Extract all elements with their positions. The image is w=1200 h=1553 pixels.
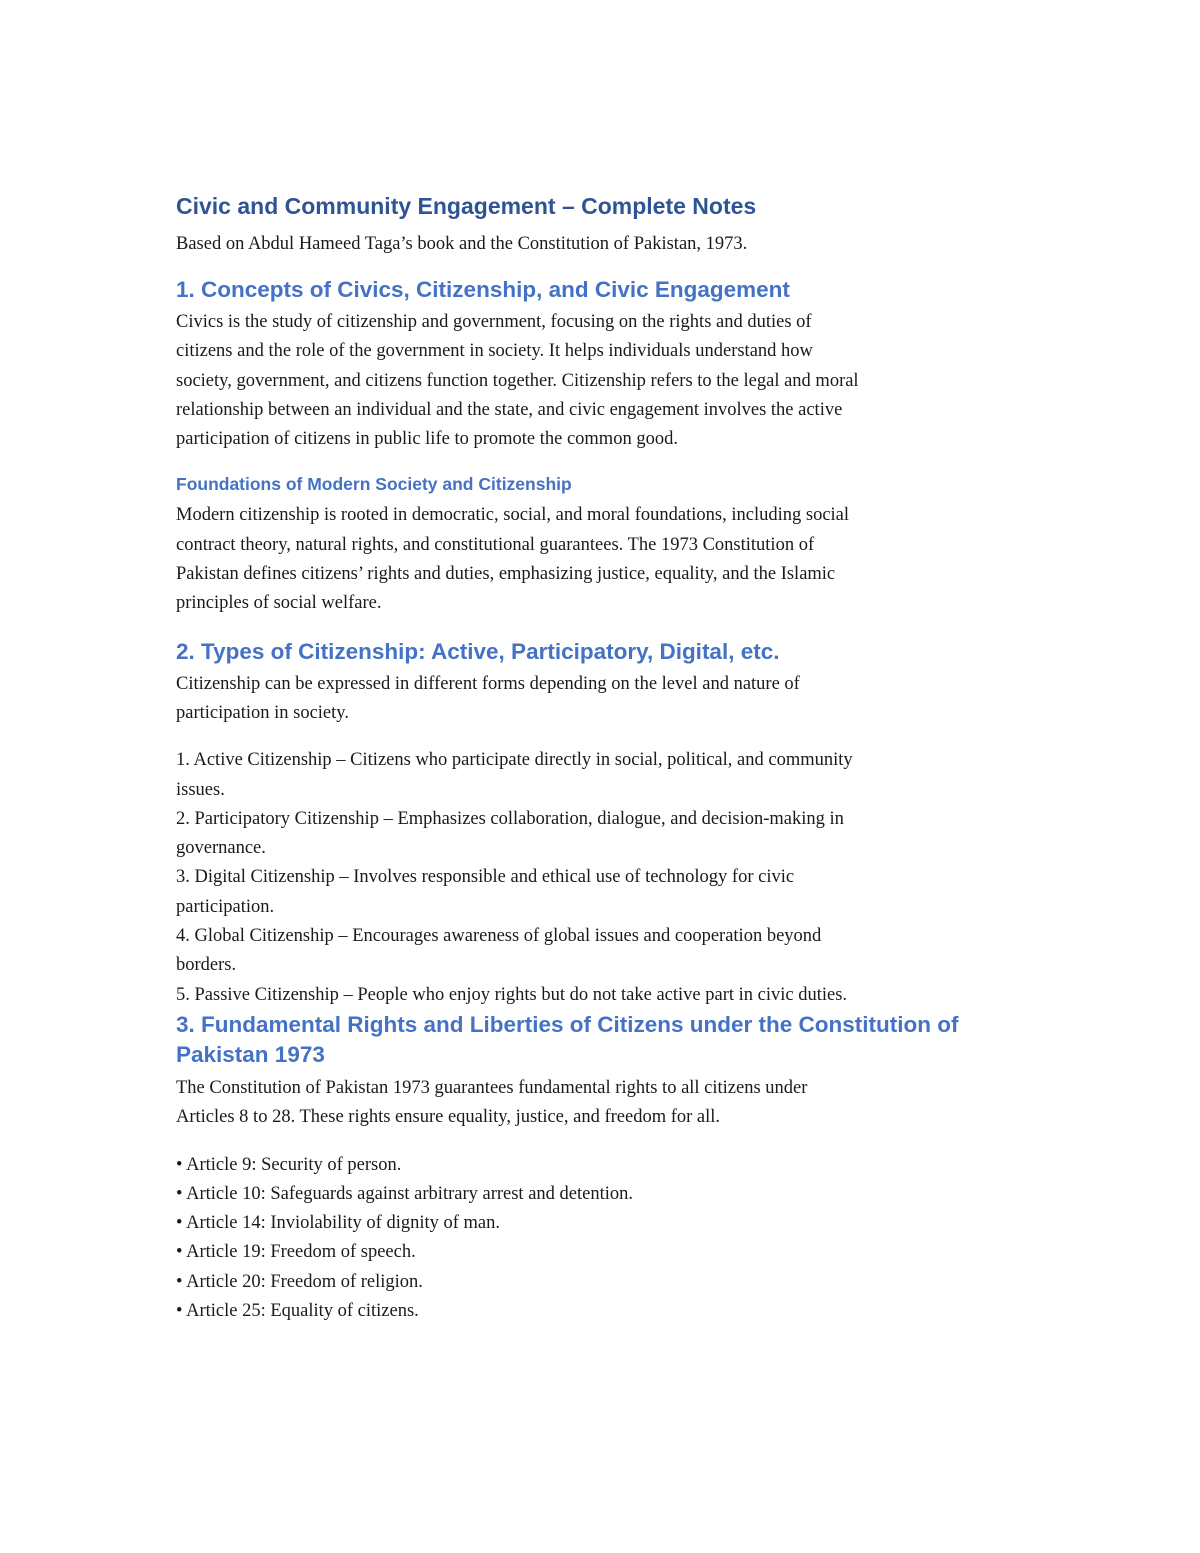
section-2-intro — [176, 670, 1036, 729]
section-3-intro — [176, 1074, 1036, 1133]
body-line: relationship between an individual and the state, and civic engagement involves the active — [176, 399, 843, 420]
body-line: society, government, and citizens function together. Citizenship refers to the legal and moral — [176, 370, 859, 391]
list-item: 1. Active Citizenship – Citizens who participate directly in social, political, and community — [176, 750, 853, 771]
citizenship-types-list — [176, 746, 1036, 1010]
list-item: 3. Digital Citizenship – Involves responsible and ethical use of technology for civic — [176, 867, 795, 888]
body-line: Pakistan defines citizens’ rights and duties, emphasizing justice, equality, and the Islamic — [176, 564, 836, 585]
list-item: • Article 9: Security of person. — [176, 1154, 402, 1175]
list-item: borders. — [176, 955, 237, 976]
body-line: Citizenship can be expressed in different forms depending on the level and nature of — [176, 673, 800, 694]
section-3-heading — [176, 1010, 1036, 1070]
document-title: Civic and Community Engagement – Complete Notes — [176, 193, 757, 219]
body-line: Modern citizenship is rooted in democratic, social, and moral foundations, including social — [176, 505, 850, 526]
list-item: • Article 25: Equality of citizens. — [176, 1301, 419, 1322]
body-line: citizens and the role of the government in society. It helps individuals understand how — [176, 341, 813, 362]
list-item: • Article 14: Inviolability of dignity of man. — [176, 1213, 501, 1234]
document-subtitle: Based on Abdul Hameed Taga’s book and the Constitution of Pakistan, 1973. — [176, 234, 748, 254]
body-line: participation in society. — [176, 702, 349, 723]
list-item: governance. — [176, 838, 266, 859]
section-1-heading: 1. Concepts of Civics, Citizenship, and Civic Engagement — [176, 277, 790, 302]
heading-line: 3. Fundamental Rights and Liberties of Citizens under the Constitution of — [176, 1011, 959, 1037]
list-item: 2. Participatory Citizenship – Emphasizes collaboration, dialogue, and decision-making in — [176, 808, 844, 829]
list-item: issues. — [176, 779, 225, 800]
body-line: principles of social welfare. — [176, 593, 382, 614]
list-item: • Article 19: Freedom of speech. — [176, 1242, 416, 1263]
list-item: • Article 20: Freedom of religion. — [176, 1271, 423, 1292]
body-line: contract theory, natural rights, and constitutional guarantees. The 1973 Constitution of — [176, 534, 815, 555]
section-1-body — [176, 308, 1036, 454]
body-line: Civics is the study of citizenship and government, focusing on the rights and duties of — [176, 312, 812, 332]
list-item: 5. Passive Citizenship – People who enjoy rights but do not take active part in civic duties. — [176, 984, 848, 1005]
list-item: 4. Global Citizenship – Encourages awareness of global issues and cooperation beyond — [176, 926, 822, 947]
section-1-sub-body — [176, 501, 1036, 618]
list-item: • Article 10: Safeguards against arbitrary arrest and detention. — [176, 1183, 633, 1204]
body-line: The Constitution of Pakistan 1973 guarantees fundamental rights to all citizens under — [176, 1077, 808, 1098]
articles-list — [176, 1151, 1036, 1327]
section-2-heading: 2. Types of Citizenship: Active, Participatory, Digital, etc. — [176, 638, 780, 664]
heading-line: Pakistan 1973 — [176, 1041, 325, 1067]
body-line: Articles 8 to 28. These rights ensure equality, justice, and freedom for all. — [176, 1107, 721, 1128]
body-line: participation of citizens in public life to promote the common good. — [176, 429, 678, 450]
document-page — [176, 190, 1036, 1326]
section-1-subheading: Foundations of Modern Society and Citizenship — [176, 474, 572, 495]
list-item: participation. — [176, 896, 275, 917]
